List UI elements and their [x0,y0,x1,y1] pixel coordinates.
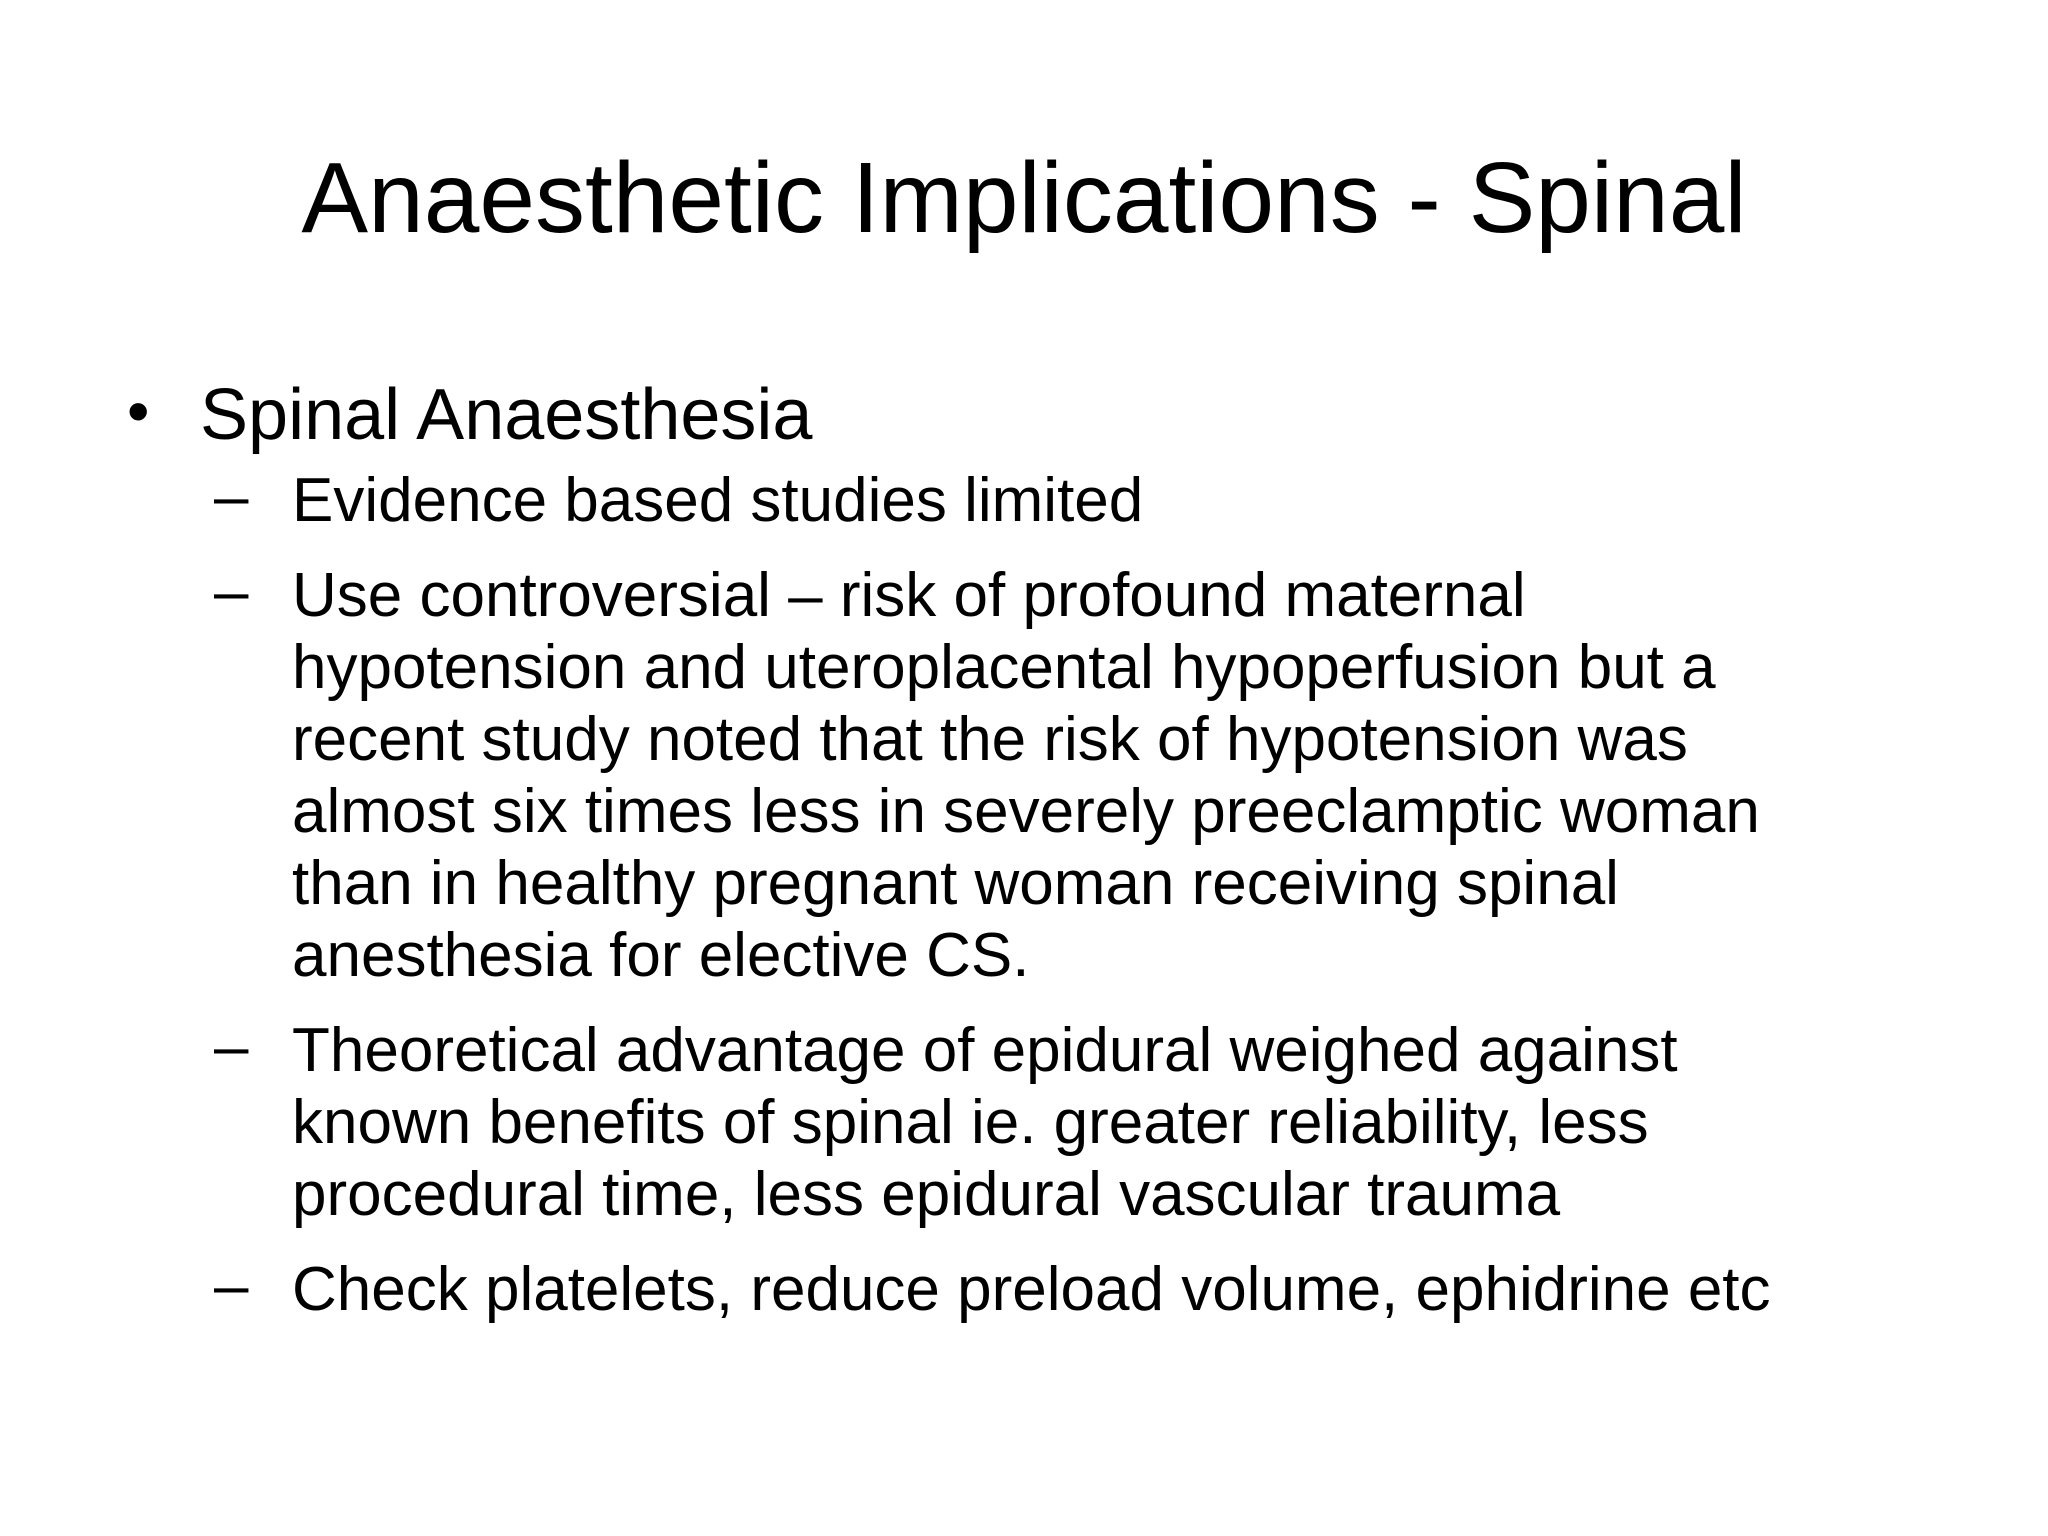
sub-bullet-line: Theoretical advantage of epidural weighed against [292,1016,1678,1085]
dash-marker: – [214,462,249,531]
sub-bullet-line: almost six times less in severely preeclamptic woman [292,777,1760,846]
bullet-text: Spinal Anaesthesia [200,375,813,455]
slide-content [0,372,2048,1349]
slide-title: Anaesthetic Implications - Spinal [301,142,1747,254]
sub-bullet-line: recent study noted that the risk of hypotension was [292,705,1688,774]
sub-bullet-line: known benefits of spinal ie. greater reliability, less [292,1088,1649,1157]
sub-bullet-line: hypotension and uteroplacental hypoperfusion but a [292,633,1716,702]
sub-bullet-line: anesthesia for elective CS. [292,921,1030,990]
sub-bullet-line: Use controversial – risk of profound maternal [292,561,1526,630]
sub-bullet-line: Evidence based studies limited [292,466,1144,535]
sub-bullet-item [214,557,2008,992]
sub-bullet-item [214,1251,2008,1326]
bullet-marker: • [127,375,150,447]
sub-bullet-list [0,462,2048,1326]
sub-bullet-item [214,1012,2008,1231]
dash-marker: – [214,1012,249,1081]
dash-marker: – [214,557,249,626]
sub-bullet-item [214,462,2008,537]
bullet-item [127,372,2048,458]
sub-bullet-line: than in healthy pregnant woman receiving spinal [292,849,1619,918]
sub-bullet-line: procedural time, less epidural vascular trauma [292,1160,1561,1229]
sub-bullet-line: Check platelets, reduce preload volume, ephidrine etc [292,1255,1771,1324]
dash-marker: – [214,1251,249,1320]
